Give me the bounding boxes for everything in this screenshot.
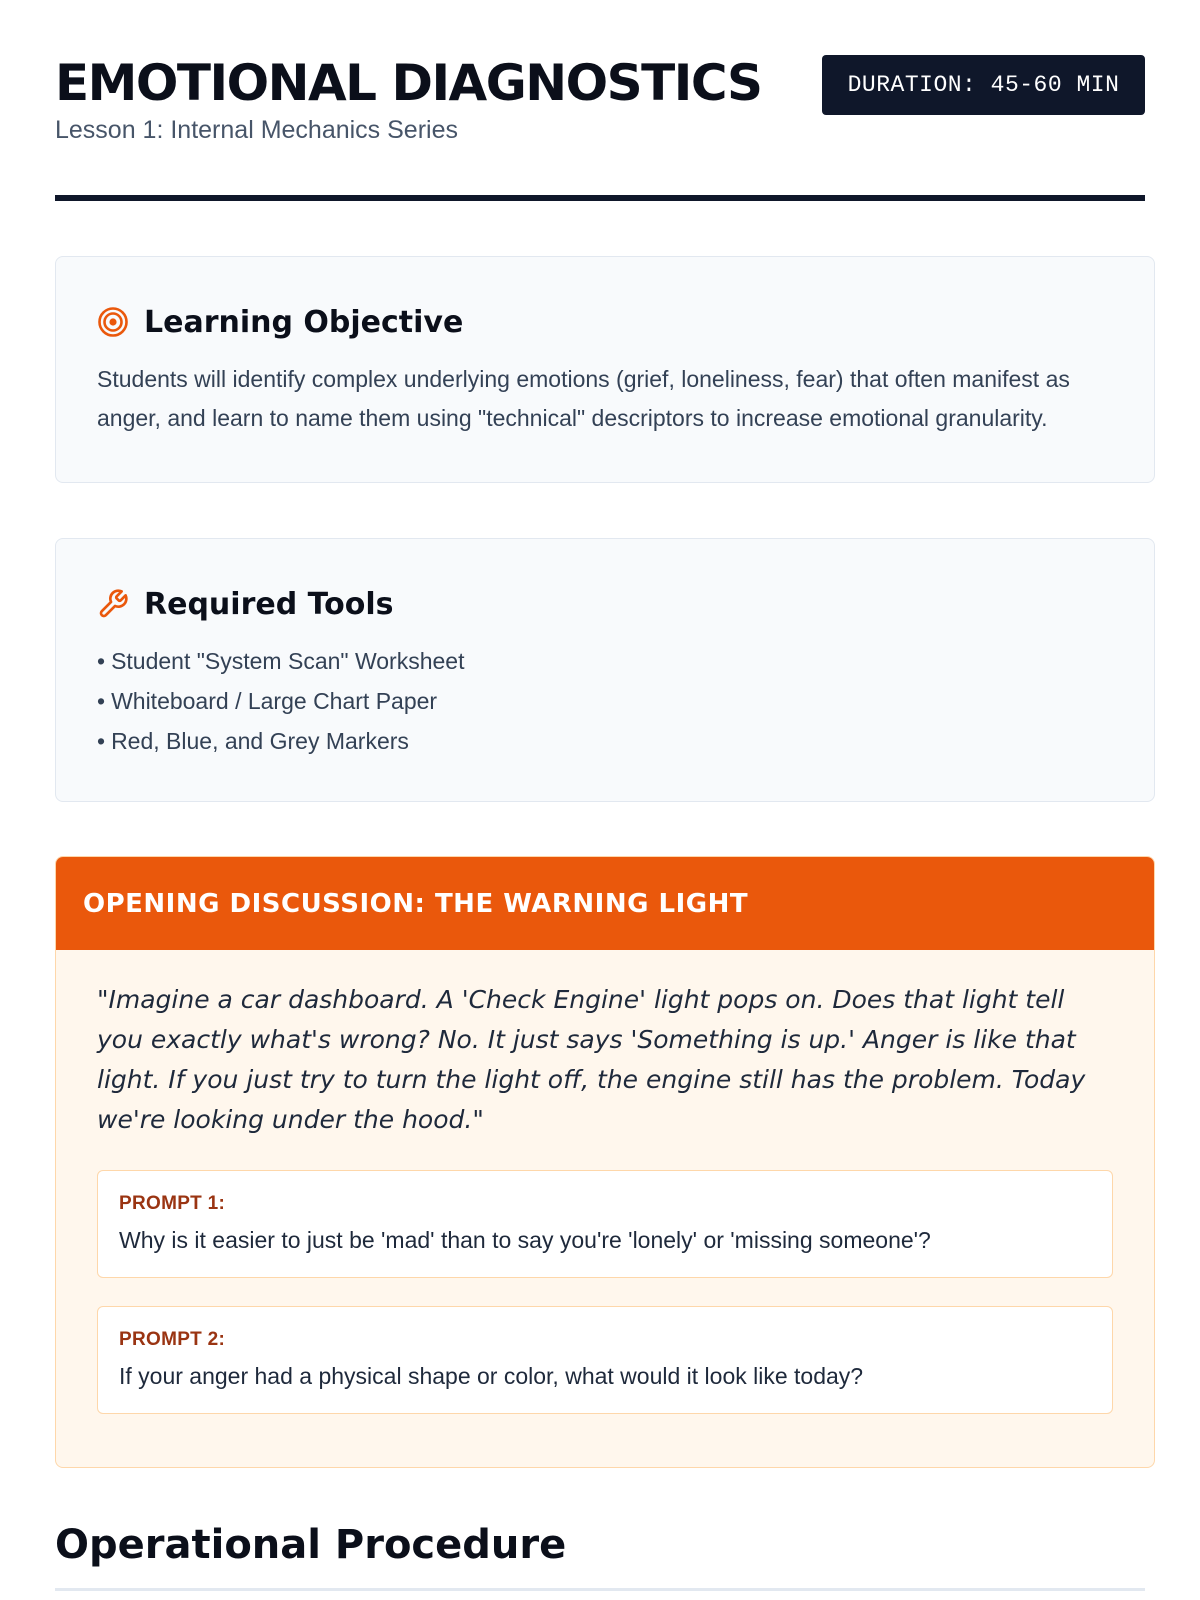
- bullet: •: [97, 728, 106, 754]
- prompt-label: PROMPT 2:: [119, 1329, 226, 1350]
- list-item: [97, 641, 1113, 681]
- tools-list: [97, 641, 1113, 761]
- list-item: [97, 721, 1113, 761]
- discussion-quote: "Imagine a car dashboard. A 'Check Engine' light pops on. Does that light tell you exactly what's wrong? No. It just says 'Something is up.' Anger is like that light. If you just try to turn the light off, the engine still has the problem. Today we're looking under the hood.": [97, 985, 1086, 1134]
- page-subtitle: Lesson 1: Internal Mechanics Series: [55, 116, 458, 144]
- bullet: •: [97, 688, 106, 714]
- prompt-text: Why is it easier to just be 'mad' than to say you're 'lonely' or 'missing someone'?: [119, 1227, 931, 1253]
- learning-objective-heading: [97, 304, 1113, 340]
- prompt-text: If your anger had a physical shape or color, what would it look like today?: [119, 1363, 864, 1389]
- opening-discussion-header: OPENING DISCUSSION: THE WARNING LIGHT: [56, 857, 1154, 950]
- duration-badge: DURATION: 45-60 MIN: [822, 55, 1145, 115]
- opening-discussion-panel: [55, 856, 1155, 1468]
- section-divider: [55, 1588, 1145, 1591]
- prompt-card-2: [97, 1306, 1113, 1414]
- wrench-icon: [97, 588, 129, 620]
- learning-objective-card: [55, 256, 1155, 483]
- header-divider: [55, 195, 1145, 201]
- tool-item-text: Red, Blue, and Grey Markers: [111, 728, 409, 754]
- operational-procedure-title: Operational Procedure: [55, 1522, 567, 1568]
- learning-objective-text: Students will identify complex underlying emotions (grief, loneliness, fear) that often manifest as anger, and learn to name them using "technical" descriptors to increase emotional granularity.: [97, 366, 1070, 431]
- target-icon: [97, 306, 129, 338]
- required-tools-title: Required Tools: [144, 586, 394, 622]
- prompt-card-1: [97, 1170, 1113, 1278]
- required-tools-card: [55, 538, 1155, 802]
- page-header: [55, 0, 1145, 145]
- learning-objective-title: Learning Objective: [144, 304, 464, 340]
- bullet: •: [97, 648, 106, 674]
- tool-item-text: Whiteboard / Large Chart Paper: [111, 688, 438, 714]
- tool-item-text: Student "System Scan" Worksheet: [111, 648, 465, 674]
- page-title: EMOTIONAL DIAGNOSTICS: [55, 54, 762, 112]
- list-item: [97, 681, 1113, 721]
- required-tools-heading: [97, 586, 1113, 622]
- prompt-label: PROMPT 1:: [119, 1193, 226, 1214]
- opening-discussion-body: [56, 950, 1154, 1414]
